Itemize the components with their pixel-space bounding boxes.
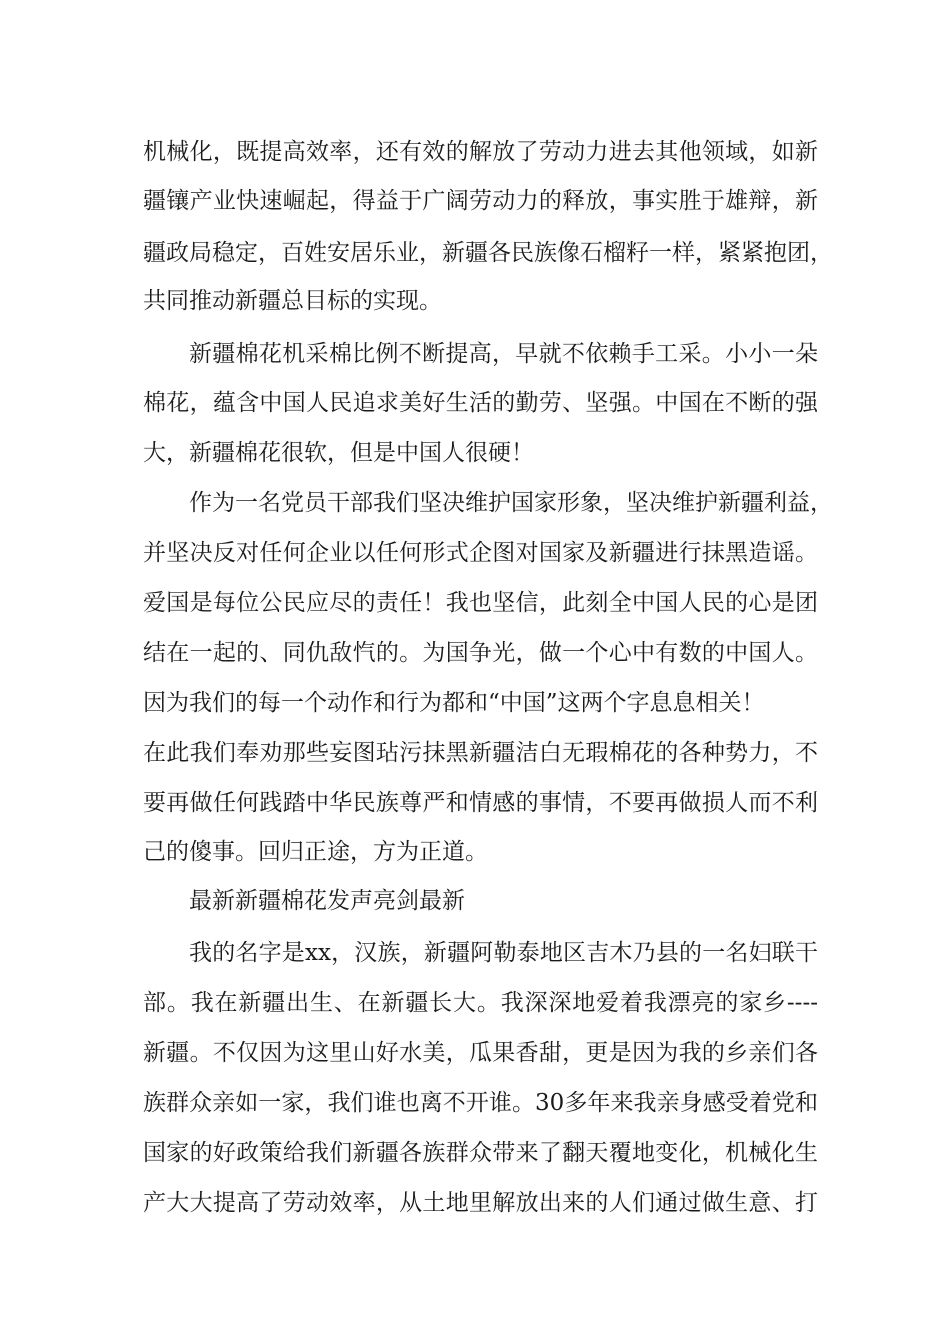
text-line-content: 产大大提高了劳动效率，从土地里解放出来的人们通过做生意、打 [143,1190,818,1216]
text-line [0,1083,950,1123]
text-line-content: 国家的好政策给我们新疆各族群众带来了翻天覆地变化，机械化生 [143,1140,818,1166]
text-line-content: 棉花，蕴含中国人民追求美好生活的勤劳、坚强。中国在不断的强 [143,390,818,416]
text-line-content: 机械化，既提高效率，还有效的解放了劳动力进去其他领域，如新 [143,139,818,165]
paragraph-first-line [0,483,950,523]
text-line-content: 爱国是每位公民应尽的责任！我也坚信，此刻全中国人民的心是团 [143,590,818,616]
section-heading-text: 最新新疆棉花发声亮剑最新 [189,888,465,914]
text-line-content: 部。我在新疆出生、在新疆长大。我深深地爱着我漂亮的家乡---- [143,990,818,1016]
text-line [0,633,950,673]
text-line-content: 疆政局稳定，百姓安居乐业，新疆各民族像石榴籽一样，紧紧抱团， [143,240,833,266]
text-line-content: 在此我们奉劝那些妄图玷污抹黑新疆洁白无瑕棉花的各种势力，不 [143,740,818,766]
text-line [0,383,950,423]
text-line-content: 共同推动新疆总目标的实现。 [143,288,442,314]
text-line [0,783,950,823]
paragraph-first-line [0,334,950,374]
text-line-content: 作为一名党员干部我们坚决维护国家形象，坚决维护新疆利益， [189,490,833,516]
text-line [0,233,950,273]
text-line [0,181,950,221]
text-line [0,132,950,172]
text-line-content: 己的傻事。回归正途，方为正道。 [143,839,488,865]
text-line-content: 大，新疆棉花很软，但是中国人很硬！ [143,440,534,466]
text-line [0,281,950,321]
text-line [0,1183,950,1223]
text-line [0,583,950,623]
text-line [0,832,950,872]
text-line-content: 族群众亲如一家，我们谁也离不开谁。30多年来我亲身感受着党和 [143,1090,818,1116]
text-line-content: 因为我们的每一个动作和行为都和“中国”这两个字息息相关！ [143,690,765,716]
text-line [0,983,950,1023]
text-line-content: 我的名字是xx，汉族，新疆阿勒泰地区吉木乃县的一名妇联干 [189,940,818,966]
text-line-content: 新疆棉花机采棉比例不断提高，早就不依赖手工采。小小一朵 [189,341,818,367]
text-line-content: 新疆。不仅因为这里山好水美，瓜果香甜，更是因为我的乡亲们各 [143,1040,818,1066]
text-line-content: 疆镶产业快速崛起，得益于广阔劳动力的释放，事实胜于雄辩，新 [143,188,818,214]
paragraph-first-line [0,933,950,973]
text-line [0,1133,950,1173]
text-line-content: 并坚决反对任何企业以任何形式企图对国家及新疆进行抹黑造谣。 [143,540,818,566]
text-line-content: 要再做任何践踏中华民族尊严和情感的事情，不要再做损人而不利 [143,790,818,816]
text-line [0,733,950,773]
text-line [0,433,950,473]
text-line-content: 结在一起的、同仇敌忾的。为国争光，做一个心中有数的中国人。 [143,640,818,666]
text-line [0,533,950,573]
text-line [0,1033,950,1073]
text-line [0,683,950,723]
section-heading [0,881,950,921]
